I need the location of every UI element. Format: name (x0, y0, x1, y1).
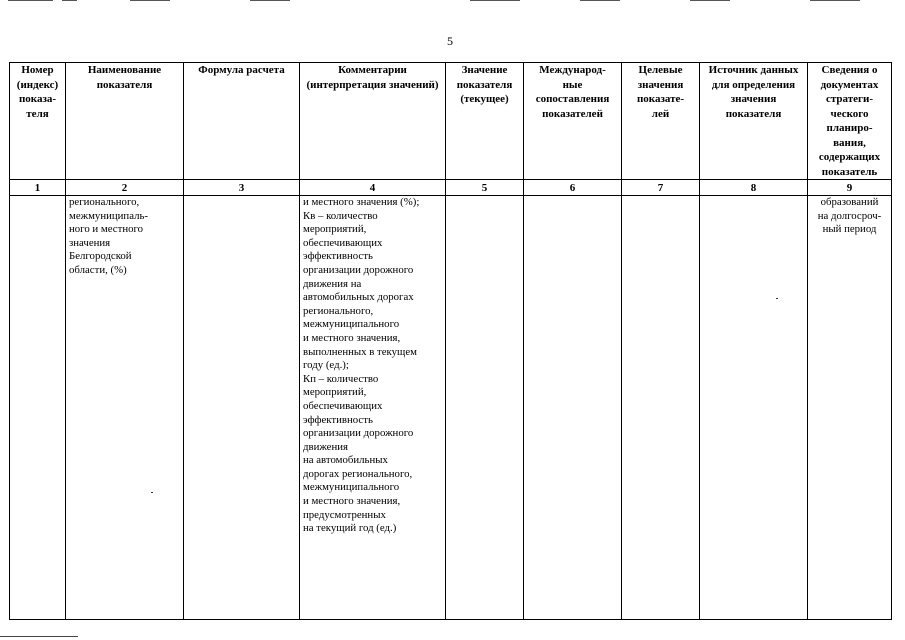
header-current-value: Значение показателя (текущее) (446, 63, 524, 180)
scan-edge-line (580, 0, 620, 1)
header-formula: Формула расчета (184, 63, 300, 180)
column-number: 3 (184, 180, 300, 196)
scan-edge-line (130, 0, 170, 1)
indicator-table (9, 62, 892, 620)
scan-speck (151, 492, 153, 493)
cell-index (10, 196, 66, 620)
cell-international (524, 196, 622, 620)
cell-comments: и местного значения (%); Кв – количество мероприятий, обеспечивающих эффективность организации дорожного движения на автомобильных дорогах регионального, межмуниципального и местного значения, выполненных в текущем году (ед.); Кп – количество мероприятий, обеспечивающих эффективность организации дорожного движения на автомобильных дорогах регионального, межмуниципального и местного значения, предусмотренных на текущий год (ед.) (300, 196, 446, 620)
header-index: Номер (индекс) показа- теля (10, 63, 66, 180)
header-planning-docs: Сведения о документах стратеги- ческого планиро- вания, содержащих показатель (808, 63, 892, 180)
header-international: Международ- ные сопоставления показателей (524, 63, 622, 180)
cell-data-source (700, 196, 808, 620)
column-number: 7 (622, 180, 700, 196)
cell-current-value (446, 196, 524, 620)
header-comments: Комментарии (интерпретация значений) (300, 63, 446, 180)
header-row (10, 63, 892, 180)
cell-name: регионального, межмуниципаль- ного и местного значения Белгородской области, (%) (66, 196, 184, 620)
scan-edge-line (0, 636, 78, 637)
cell-target-values (622, 196, 700, 620)
column-number: 5 (446, 180, 524, 196)
scan-edge-line (470, 0, 520, 1)
header-data-source: Источник данных для определения значения показателя (700, 63, 808, 180)
scan-edge-line (62, 0, 77, 1)
column-number: 1 (10, 180, 66, 196)
page-number: 5 (447, 34, 453, 48)
column-number: 9 (808, 180, 892, 196)
column-number: 2 (66, 180, 184, 196)
column-number-row (10, 180, 892, 196)
header-target-values: Целевые значения показате- лей (622, 63, 700, 180)
header-name: Наименование показателя (66, 63, 184, 180)
table-row (10, 196, 892, 620)
scan-edge-line (8, 0, 53, 1)
scan-edge-line (250, 0, 290, 1)
column-number: 8 (700, 180, 808, 196)
column-number: 6 (524, 180, 622, 196)
column-number: 4 (300, 180, 446, 196)
cell-planning-docs: образований на долгосроч- ный период (808, 196, 892, 620)
cell-formula (184, 196, 300, 620)
scan-edge-line (690, 0, 730, 1)
scan-speck (776, 298, 778, 299)
scan-edge-line (810, 0, 860, 1)
